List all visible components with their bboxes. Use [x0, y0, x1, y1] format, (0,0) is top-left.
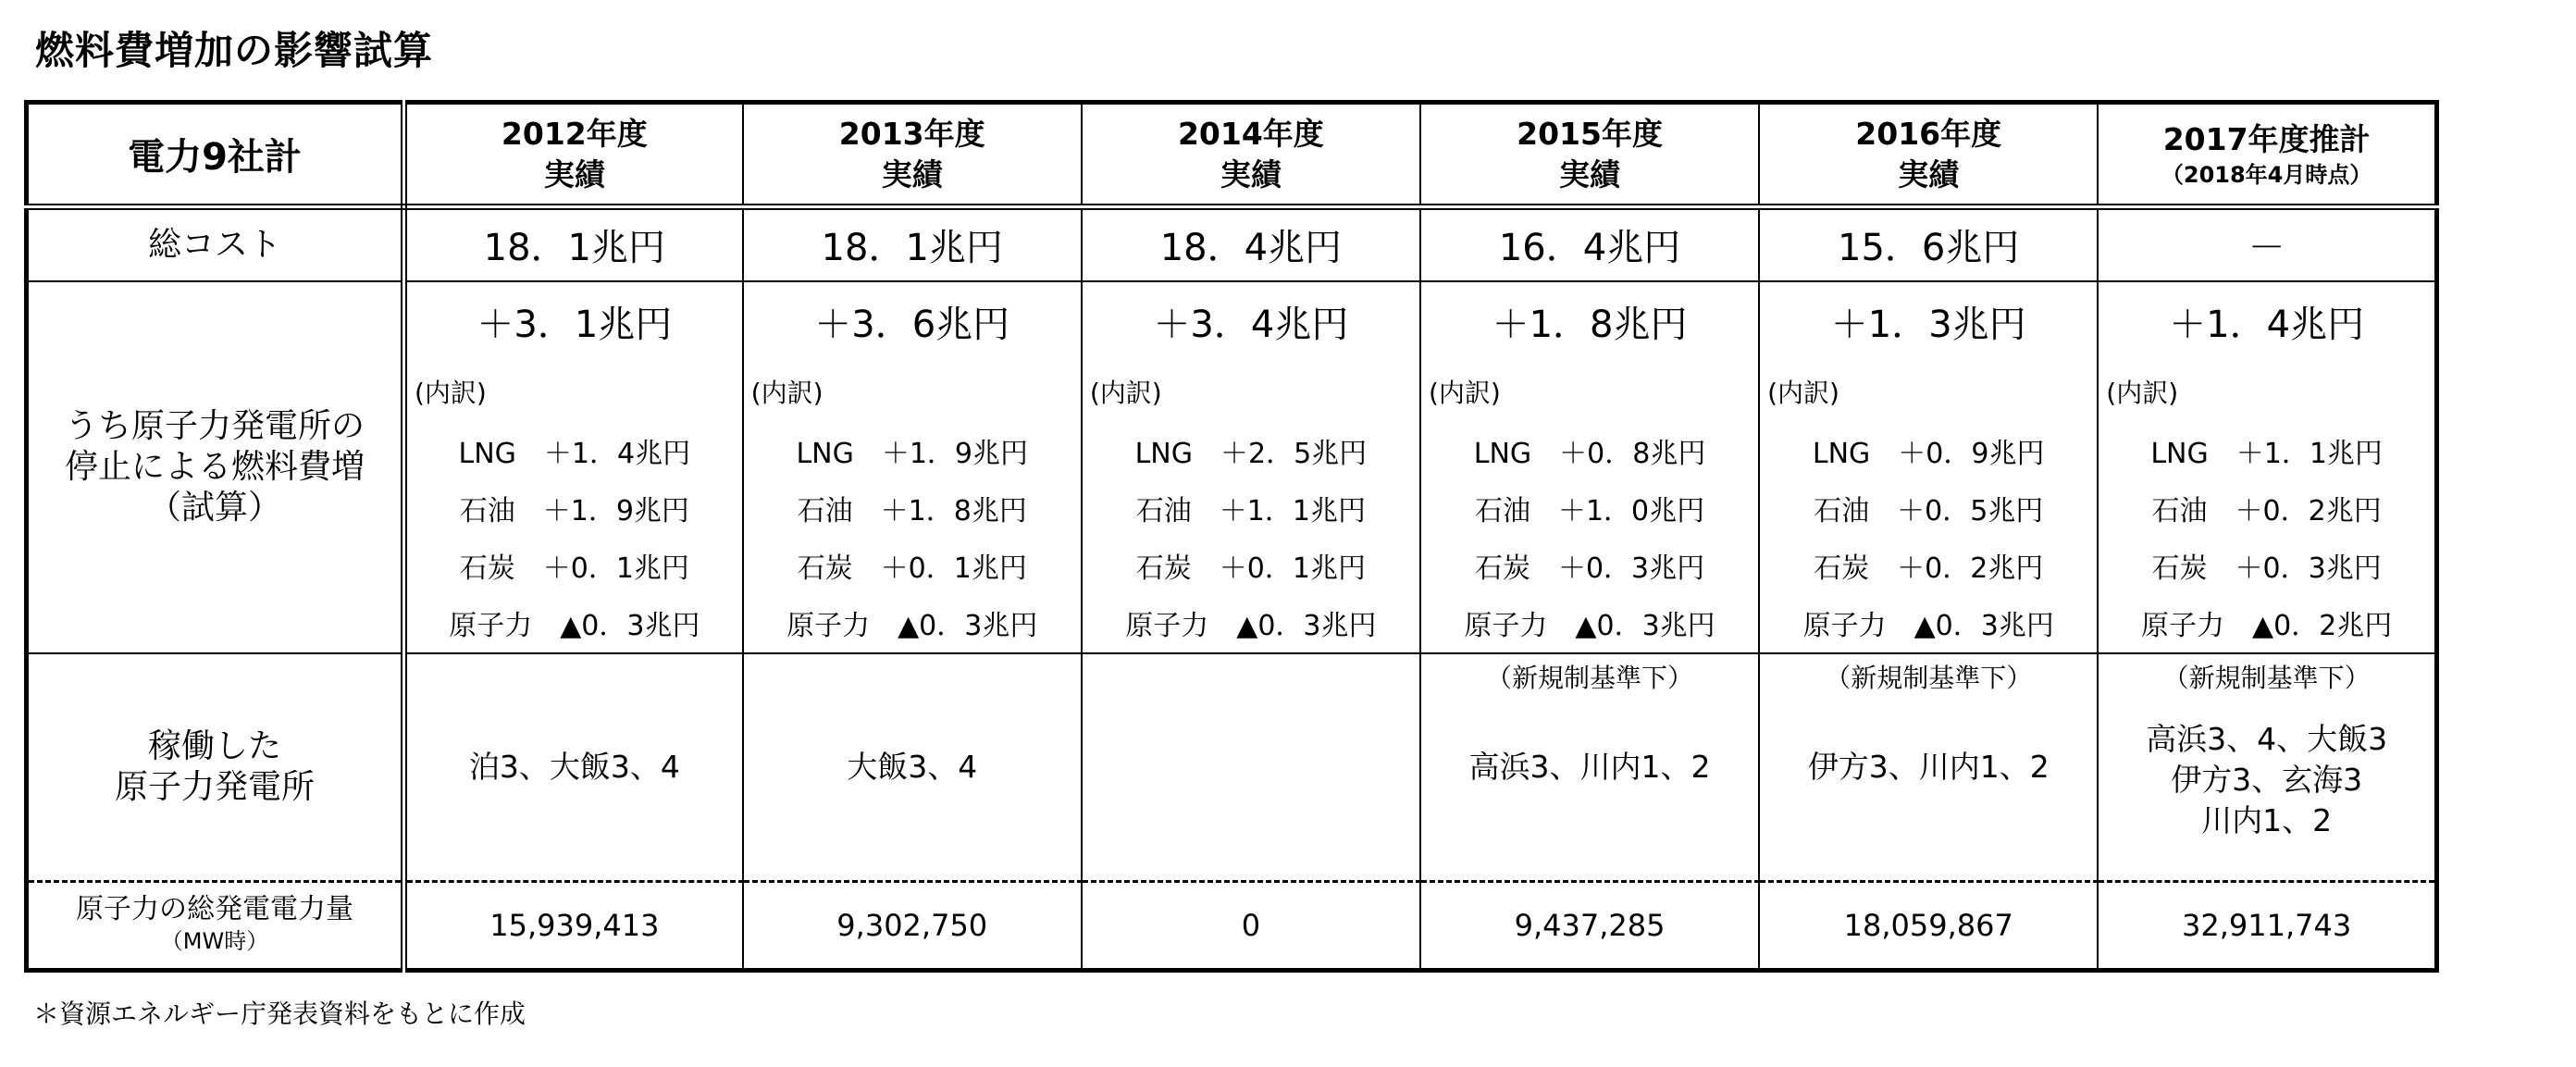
lng-line: LNG ＋0．9兆円 — [1812, 437, 2045, 470]
fuel-increase-cell — [1420, 281, 1759, 653]
regulation-note: （新規制基準下） — [1486, 662, 1694, 693]
oil-line: 石油 ＋1．0兆円 — [1474, 494, 1705, 527]
total-cost-value: 16．4兆円 — [1420, 207, 1759, 281]
total-cost-row — [27, 207, 2437, 281]
breakdown-label: (内訳) — [415, 377, 487, 408]
fuel-increase-cell — [1759, 281, 2098, 653]
coal-line: 石炭 ＋0．3兆円 — [2151, 552, 2382, 585]
nuclear-generation-row — [27, 881, 2437, 970]
regulation-note: （新規制基準下） — [2162, 662, 2371, 693]
operating-plants-cell — [1082, 653, 1420, 882]
nuclear-line: 原子力 ▲0．3兆円 — [449, 609, 700, 642]
oil-line: 石油 ＋1．1兆円 — [1135, 494, 1366, 527]
page-title: 燃料費増加の影響試算 — [35, 28, 434, 73]
year-header: 2015年度 実績 — [1420, 103, 1759, 207]
fuel-increase-total: ＋1．4兆円 — [2169, 303, 2365, 346]
fuel-cost-table — [24, 100, 2439, 973]
coal-line: 石炭 ＋0．2兆円 — [1814, 552, 2044, 585]
lng-line: LNG ＋2．5兆円 — [1134, 437, 1368, 470]
oil-line: 石油 ＋1．8兆円 — [797, 494, 1027, 527]
breakdown-label: (内訳) — [750, 377, 824, 408]
operating-plants-cell — [1759, 653, 2098, 882]
total-cost-value: 18．4兆円 — [1082, 207, 1420, 281]
plant-names: 高浜3、4、大飯3 伊方3、玄海3 川内1、2 — [2146, 720, 2388, 838]
coal-line: 石炭 ＋0．1兆円 — [459, 552, 689, 585]
generation-value: 18,059,867 — [1759, 881, 2098, 970]
fuel-increase-total: ＋3．1兆円 — [477, 303, 673, 346]
fuel-increase-total: ＋1．8兆円 — [1492, 303, 1688, 346]
footnote: ＊資源エネルギー庁発表資料をもとに作成 — [33, 999, 526, 1029]
operating-plants-cell — [2098, 653, 2436, 882]
operating-plants-cell — [404, 653, 743, 882]
nuclear-line: 原子力 ▲0．2兆円 — [2141, 609, 2393, 642]
total-cost-value: 15．6兆円 — [1759, 207, 2098, 281]
total-cost-value: － — [2098, 207, 2436, 281]
row-label-total-cost: 総コスト — [27, 207, 404, 281]
oil-line: 石油 ＋1．9兆円 — [459, 494, 689, 527]
lng-line: LNG ＋1．4兆円 — [458, 437, 691, 470]
operating-plants-cell — [743, 653, 1082, 882]
nuclear-line: 原子力 ▲0．3兆円 — [1802, 609, 2054, 642]
regulation-note: （新規制基準下） — [1825, 662, 2033, 693]
oil-line: 石油 ＋0．2兆円 — [2151, 494, 2382, 527]
fuel-increase-total: ＋3．4兆円 — [1153, 303, 1349, 346]
coal-line: 石炭 ＋0．1兆円 — [1135, 552, 1366, 585]
breakdown-label: (内訳) — [1428, 377, 1501, 408]
nuclear-line: 原子力 ▲0．3兆円 — [1125, 609, 1377, 642]
fuel-increase-total: ＋1．3兆円 — [1830, 303, 2026, 346]
plant-names: 高浜3、川内1、2 — [1468, 748, 1711, 785]
fuel-increase-total: ＋3．6兆円 — [814, 303, 1010, 346]
generation-value: 0 — [1082, 881, 1420, 970]
row-label-operating-plants: 稼働した 原子力発電所 — [27, 653, 404, 882]
year-header: 2016年度 実績 — [1759, 103, 2098, 207]
operating-plants-row — [27, 653, 2437, 882]
operating-plants-cell — [1420, 653, 1759, 882]
year-header: 2014年度 実績 — [1082, 103, 1420, 207]
breakdown-label: (内訳) — [1089, 377, 1162, 408]
year-header: 2013年度 実績 — [743, 103, 1082, 207]
fuel-increase-cell — [2098, 281, 2436, 653]
total-cost-value: 18．1兆円 — [743, 207, 1082, 281]
generation-value: 9,302,750 — [743, 881, 1082, 970]
corner-cell: 電力9社計 — [27, 103, 404, 207]
year-header: 2017年度推計 （2018年4月時点） — [2098, 103, 2436, 207]
lng-line: LNG ＋0．8兆円 — [1473, 437, 1706, 470]
nuclear-line: 原子力 ▲0．3兆円 — [1464, 609, 1715, 642]
row-label-fuel-increase: うち原子力発電所の 停止による燃料費増 （試算） — [27, 281, 404, 653]
oil-line: 石油 ＋0．5兆円 — [1814, 494, 2044, 527]
fuel-increase-cell — [1082, 281, 1420, 653]
header-row — [27, 103, 2437, 207]
row-label-nuclear-generation: 原子力の総発電電力量 （MW時） — [27, 881, 404, 970]
generation-value: 15,939,413 — [404, 881, 743, 970]
total-cost-value: 18．1兆円 — [404, 207, 743, 281]
coal-line: 石炭 ＋0．3兆円 — [1474, 552, 1705, 585]
plant-names: 伊方3、川内1、2 — [1807, 748, 2050, 785]
fuel-increase-row — [27, 281, 2437, 653]
nuclear-line: 原子力 ▲0．3兆円 — [786, 609, 1038, 642]
plant-names: 大飯3、4 — [847, 748, 978, 785]
fuel-increase-cell — [404, 281, 743, 653]
coal-line: 石炭 ＋0．1兆円 — [797, 552, 1027, 585]
breakdown-label: (内訳) — [1767, 377, 1839, 408]
lng-line: LNG ＋1．1兆円 — [2150, 437, 2383, 470]
generation-value: 9,437,285 — [1420, 881, 1759, 970]
breakdown-label: (内訳) — [2106, 377, 2179, 408]
plant-names: 泊3、大飯3、4 — [468, 748, 680, 785]
fuel-increase-cell — [743, 281, 1082, 653]
year-header: 2012年度 実績 — [404, 103, 743, 207]
lng-line: LNG ＋1．9兆円 — [796, 437, 1029, 470]
generation-value: 32,911,743 — [2098, 881, 2436, 970]
